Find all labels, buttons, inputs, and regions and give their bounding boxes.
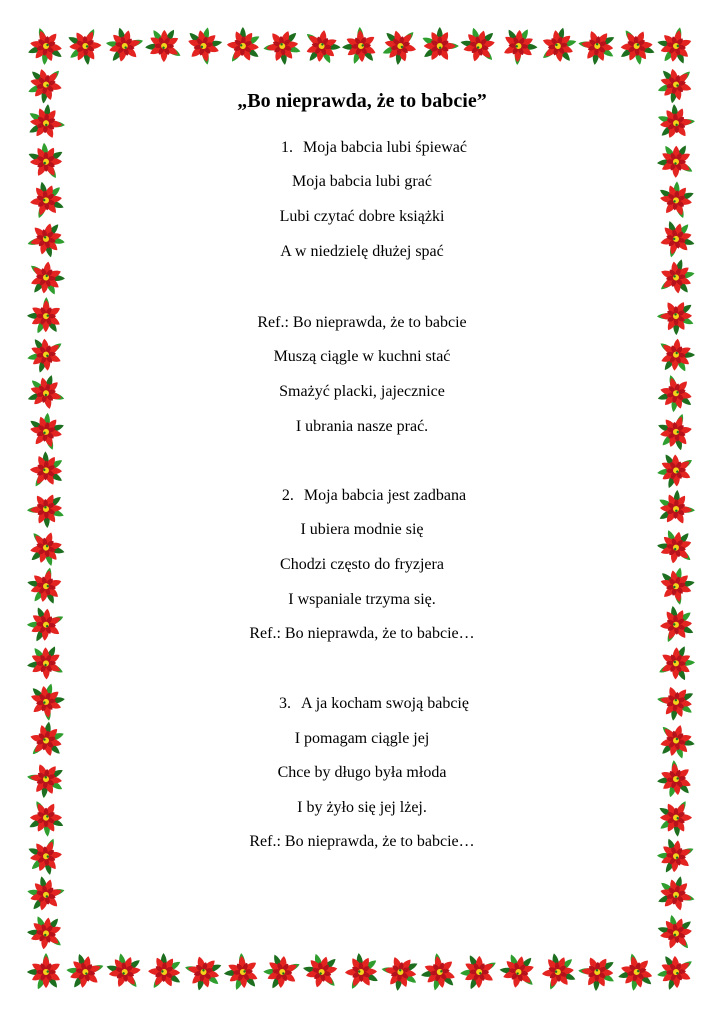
poinsettia-icon xyxy=(650,678,701,728)
poinsettia-icon xyxy=(23,487,70,532)
poinsettia-icon xyxy=(25,874,67,914)
poinsettia-icon xyxy=(24,796,66,840)
verse-line: Moja babcia lubi śpiewać xyxy=(303,139,467,156)
poinsettia-icon xyxy=(27,27,63,65)
verse-number: 1. xyxy=(281,139,294,156)
poinsettia-icon xyxy=(650,599,702,651)
poinsettia-icon xyxy=(26,220,67,259)
poinsettia-icon xyxy=(20,560,71,611)
verse-3-line-4: I by żyło się jej lżej. xyxy=(297,799,427,816)
poinsettia-icon xyxy=(656,836,696,874)
poinsettia-icon xyxy=(22,331,69,376)
poinsettia-icon xyxy=(653,949,699,993)
poinsettia-icon xyxy=(650,20,701,71)
verse-2-refrain: Ref.: Bo nieprawda, że to babcie… xyxy=(249,625,475,642)
poinsettia-icon xyxy=(651,484,700,533)
poinsettia-icon xyxy=(21,755,71,805)
poinsettia-icon xyxy=(658,180,695,219)
poinsettia-icon xyxy=(649,405,701,457)
poinsettia-icon xyxy=(650,329,701,381)
poinsettia-icon xyxy=(651,716,700,765)
verse-1-line-3: Lubi czytać dobre książki xyxy=(279,208,445,225)
verse-2-line-1 xyxy=(92,486,656,506)
poinsettia-icon xyxy=(650,135,702,187)
poinsettia-icon xyxy=(21,717,71,766)
poinsettia-icon xyxy=(655,644,698,685)
poinsettia-icon xyxy=(652,522,702,573)
poinsettia-icon xyxy=(651,60,700,108)
poinsettia-icon xyxy=(25,604,66,643)
poinsettia-icon xyxy=(20,367,72,419)
verse-3-refrain: Ref.: Bo nieprawda, że to babcie… xyxy=(249,833,475,850)
verse-3-line-2: I pomagam ciągle jej xyxy=(294,730,430,747)
verse-1-line-4: A w niedzielę dłużej spać xyxy=(280,243,444,260)
poinsettia-icon xyxy=(20,636,72,688)
poinsettia-icon xyxy=(649,791,701,843)
verse-2-line-4: I wspaniale trzyma się. xyxy=(288,591,436,608)
verse-number: 2. xyxy=(281,487,294,504)
poinsettia-icon xyxy=(21,292,68,341)
poinsettia-icon xyxy=(650,868,702,919)
refrain-line-3: Smażyć placki, jajecznice xyxy=(279,383,445,400)
refrain-line-1: Ref.: Bo nieprawda, że to babcie xyxy=(257,314,467,331)
poinsettia-icon xyxy=(29,413,65,451)
poinsettia-icon xyxy=(656,373,694,413)
poinsettia-icon xyxy=(20,59,70,109)
poinsettia-icon xyxy=(19,830,71,883)
poinsettia-icon xyxy=(653,100,699,144)
poinsettia-icon xyxy=(22,948,69,996)
verse-number: 3. xyxy=(279,695,292,712)
refrain-line-4: I ubrania nasze prać. xyxy=(295,418,429,435)
verse-2-line-3: Chodzi często do fryzjera xyxy=(280,556,444,573)
poinsettia-icon xyxy=(653,756,697,801)
poinsettia-icon xyxy=(21,175,73,227)
verse-3-line-1 xyxy=(92,694,656,714)
poinsettia-icon xyxy=(22,524,69,573)
song-text xyxy=(80,0,644,1024)
poinsettia-icon xyxy=(653,255,700,301)
poinsettia-icon xyxy=(25,139,68,183)
song-title: „Bo nieprawda, że to babcie” xyxy=(237,90,487,112)
poinsettia-icon xyxy=(21,445,73,497)
verse-line: Moja babcia jest zadbana xyxy=(303,487,467,504)
verse-1-line-1 xyxy=(92,138,656,158)
poinsettia-icon xyxy=(652,294,700,341)
poinsettia-icon xyxy=(651,213,702,265)
verse-line: A ja kocham swoją babcię xyxy=(301,695,469,712)
poinsettia-icon xyxy=(25,680,68,724)
poinsettia-icon xyxy=(21,98,71,147)
verse-1-line-2: Moja babcia lubi grać xyxy=(292,173,432,190)
verse-2-line-2: I ubiera modnie się xyxy=(300,521,424,538)
verse-3-line-3: Chce by długo była młoda xyxy=(277,764,447,781)
poinsettia-icon xyxy=(653,448,698,492)
refrain-line-2: Muszą ciągle w kuchni stać xyxy=(273,348,451,365)
poinsettia-icon xyxy=(20,252,71,303)
poinsettia-icon xyxy=(21,907,72,958)
poinsettia-icon xyxy=(656,565,697,608)
poinsettia-icon xyxy=(653,909,700,957)
